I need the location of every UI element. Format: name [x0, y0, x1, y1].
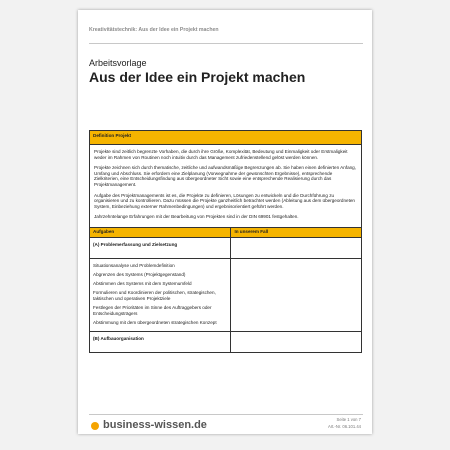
article-number: Art.-Nr. 06.101.44: [327, 424, 361, 429]
column-header-tasks: Aufgaben: [90, 227, 231, 237]
column-header-our-case: In unserem Fall: [231, 227, 362, 237]
task-item: Situationsanalyse und Problemdefinition: [93, 262, 175, 268]
definition-paragraph: Projekte sind zeitlich begrenzte Vorhaben, die durch ihre Größe, Komplexität, Bedeutung und Einmaligkeit oder Erstmaligkeit weder im Rahmen von Routinen noch intuitiv durch das Management zufriedenstellend gelöst werden können.: [94, 149, 348, 160]
task-item: Abstimmung mit dem übergeordneten strategischen Konzept: [93, 319, 217, 325]
section-a-answer-cell[interactable]: [231, 237, 362, 258]
definition-paragraph: Projekte zeichnen sich durch thematische, zeitliche und aufwandsmäßige Begrenzungen ab. Sie haben einen definierten Anfang, Umfang und Abschluss. Sie erfordern eine Zielplanung (Vorwegnahme der gewünschten Ergebnisse), entsprechende Zielkriterien, eine Entscheidungsfindung aus übergeordneter Sicht sowie eine entsprechende Realisierung durch das Projektmanagement.: [94, 165, 357, 187]
header-divider: [89, 43, 363, 44]
definition-heading: Definition Projekt: [90, 131, 362, 145]
page-info: [328, 416, 361, 430]
document-page: [78, 10, 372, 434]
definition-paragraph: Jahrzehntelange Erfahrungen mit der Bearbeitung von Projekten sind in der DIN 69901 festgehalten.: [94, 214, 299, 220]
footer-divider: [89, 414, 363, 415]
document-title: Aus der Idee ein Projekt machen: [89, 69, 306, 85]
section-b-answer-cell[interactable]: [231, 331, 362, 352]
definition-body: [90, 145, 362, 228]
task-item: Formulieren und Koordinieren der politischen, strategischen, taktischen und operativen Projektziele: [93, 290, 216, 301]
tasks-list-a: [90, 258, 231, 331]
tasks-a-answer-cell[interactable]: [231, 258, 362, 331]
worksheet-table: [89, 130, 362, 353]
brand-logo-text: business-wissen.de: [103, 419, 207, 431]
section-heading-b: (B) Aufbauorganisation: [90, 331, 231, 352]
task-item: Festlegen der Prioritäten im Sinne des Auftraggebers oder Entscheidungsträgers: [93, 304, 212, 316]
task-item: Abgrenzen des Systems (Projektgegenstand): [93, 272, 186, 278]
definition-paragraph: Aufgabe des Projektmanagements ist es, die Projekte zu definieren, Lösungen zu entwickeln und die Durchführung zu organisieren und zu kontrollieren. Dazu müssen die Projekte ganzheitlich betrachtet werden (Ableitung aus dem übergeordneten System, Einbeziehung externer Rahmenbedingungen) und ergebnisorientiert geführt werden.: [94, 192, 355, 209]
brand-logo-dot: [91, 422, 99, 430]
page-number: Seite 1 von 7: [336, 417, 361, 422]
document-subtitle: Arbeitsvorlage: [89, 58, 147, 68]
running-header: Kreativitätstechnik: Aus der Idee ein Projekt machen: [89, 27, 219, 33]
section-heading-a: (A) Problemerfassung und Zielsetzung: [90, 237, 231, 258]
task-item: Abstimmen des Systems mit dem Systemumfeld: [93, 281, 192, 287]
